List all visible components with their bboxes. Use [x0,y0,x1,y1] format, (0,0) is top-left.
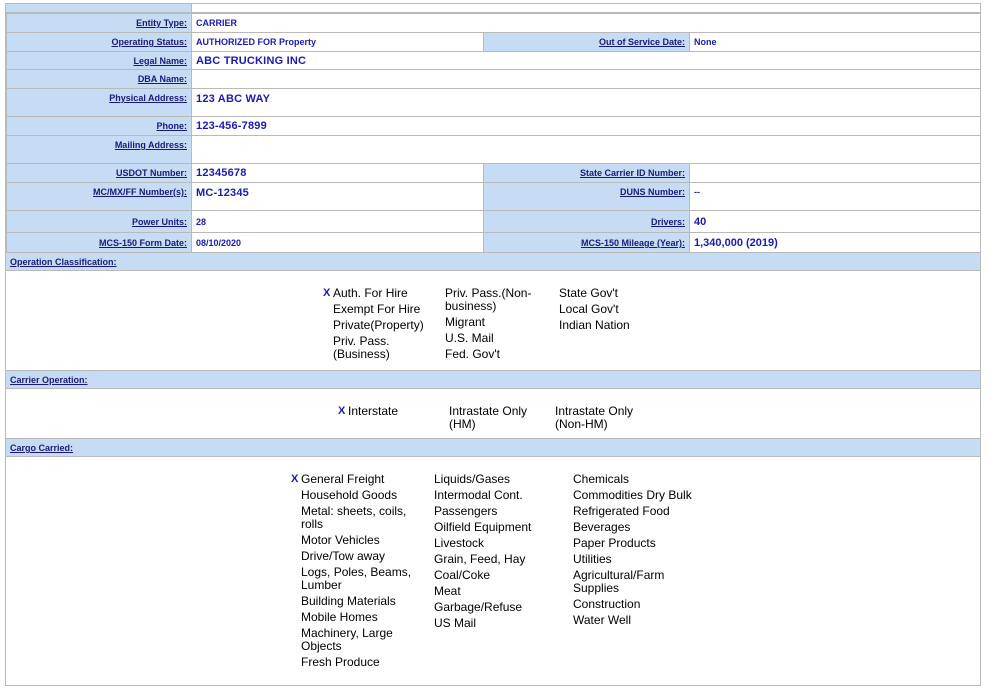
operation-classification-item-label: State Gov't [559,286,618,300]
phone-value: 123-456-7899 [192,117,981,136]
cargo-carried-item-label: Building Materials [301,594,396,608]
cargo-carried-item [301,534,421,547]
cargo-carried-item [434,569,548,582]
mcs150-date-value: 08/10/2020 [192,233,484,254]
dba-name-label[interactable]: DBA Name: [7,70,192,89]
cargo-carried-item [434,537,548,550]
operation-classification-column [445,287,543,364]
legal-name-label[interactable]: Legal Name: [7,52,192,70]
power-units-value: 28 [192,211,484,233]
power-units-label[interactable]: Power Units: [7,211,192,233]
cargo-carried-item-label: Utilities [573,552,612,566]
operation-classification-header[interactable]: Operation Classification: [6,252,980,271]
carrier-operation-item [449,405,535,431]
cargo-carried-item [573,598,705,611]
cargo-carried-item-label: Liquids/Gases [434,472,511,486]
operation-classification-item-label: Auth. For Hire [333,286,408,300]
carrier-operation-column [555,405,645,434]
legal-name-value: ABC TRUCKING INC [192,52,981,70]
carrier-operation-item-label: Interstate [348,404,399,418]
carrier-operation-list [338,404,668,437]
operating-status-value: AUTHORIZED FOR Property [192,33,484,52]
cargo-carried-list [291,472,721,681]
cargo-carried-item [434,617,548,630]
drivers-value: 40 [690,211,981,233]
cargo-carried-item-label: Coal/Coke [434,568,491,582]
cargo-carried-item-label: Machinery, Large Objects [301,626,393,653]
usdot-value: 12345678 [192,164,484,183]
cargo-carried-item-label: Agricultural/Farm Supplies [573,568,665,595]
cargo-carried-item-label: Construction [573,597,641,611]
cargo-carried-item-label: General Freight [301,472,385,486]
operation-classification-item-label: Private(Property) [333,318,424,332]
dba-name-value [192,70,981,89]
cargo-carried-item [434,553,548,566]
carrier-operation-item-label: Intrastate Only (HM) [449,404,528,431]
cargo-carried-item-label: Beverages [573,520,631,534]
cargo-carried-item [573,569,705,595]
physical-address-value: 123 ABC WAY [192,89,981,117]
cargo-carried-item-label: Drive/Tow away [301,549,386,563]
carrier-operation-item [338,404,438,418]
cargo-carried-item-label: Fresh Produce [301,655,380,669]
mcs150-mileage-label[interactable]: MCS-150 Mileage (Year): [484,233,690,254]
operation-classification-item [333,335,433,361]
cargo-carried-item-label: US Mail [434,616,477,630]
cargo-carried-header[interactable]: Cargo Carried: [6,438,980,457]
cargo-carried-item-label: Mobile Homes [301,610,378,624]
cargo-carried-item-label: Intermodal Cont. [434,488,523,502]
operation-classification-item-label: Local Gov't [559,302,619,316]
physical-address-label[interactable]: Physical Address: [7,89,192,117]
cargo-carried-column [291,472,421,672]
entity-type-label[interactable]: Entity Type: [7,14,192,33]
cargo-carried-item [291,472,421,486]
cargo-carried-item [573,489,705,502]
duns-value: -- [690,183,981,211]
cargo-carried-item [434,505,548,518]
operation-classification-item [333,303,433,316]
cargo-carried-item-label: Passengers [434,504,498,518]
cargo-carried-item-label: Paper Products [573,536,656,550]
cargo-carried-item [434,585,548,598]
cargo-carried-item [301,656,421,669]
cargo-carried-item-label: Oilfield Equipment [434,520,532,534]
state-carrier-value [690,164,981,183]
operation-classification-item [333,319,433,332]
cargo-carried-item-label: Meat [434,584,461,598]
cargo-carried-item-label: Grain, Feed, Hay [434,552,526,566]
operation-classification-item-label: Migrant [445,315,486,329]
drivers-label[interactable]: Drivers: [484,211,690,233]
mailing-address-value [192,136,981,164]
cargo-carried-item [301,595,421,608]
cargo-carried-item [301,505,421,531]
cargo-carried-item-label: Chemicals [573,472,630,486]
cargo-carried-item-label: Livestock [434,536,485,550]
mailing-address-label[interactable]: Mailing Address: [7,136,192,164]
operation-classification-item-label: Priv. Pass.(Non-business) [445,286,532,313]
operating-status-label[interactable]: Operating Status: [7,33,192,52]
cargo-carried-item-label: Garbage/Refuse [434,600,523,614]
checked-mark-icon: X [338,405,346,417]
carrier-operation-item [555,405,645,431]
operation-classification-item-label: Indian Nation [559,318,630,332]
cargo-carried-column [434,473,548,633]
cargo-carried-item [573,505,705,518]
operation-classification-item [559,287,631,300]
cargo-carried-item-label: Metal: sheets, coils, rolls [301,504,407,531]
carrier-operation-column [338,404,438,421]
carrier-operation-column [449,405,535,434]
operation-classification-item [559,303,631,316]
cargo-carried-item [301,627,421,653]
operation-classification-item-label: Exempt For Hire [333,302,421,316]
cargo-carried-item [301,566,421,592]
mc-number-label[interactable]: MC/MX/FF Number(s): [7,183,192,211]
cargo-carried-item-label: Motor Vehicles [301,533,380,547]
operation-classification-column [323,286,433,364]
cargo-carried-item [434,489,548,502]
mc-number-value: MC-12345 [192,183,484,211]
company-snapshot-frame [5,3,981,686]
carrier-operation-item-label: Intrastate Only (Non-HM) [555,404,634,431]
cargo-carried-item-label: Commodities Dry Bulk [573,488,692,502]
phone-label[interactable]: Phone: [7,117,192,136]
operation-classification-column [559,287,631,335]
snapshot-table [6,13,981,254]
cargo-carried-item [301,550,421,563]
cargo-carried-item [434,521,548,534]
operation-classification-item [445,316,543,329]
operation-classification-item-label: Fed. Gov't [445,347,500,361]
operation-classification-item-label: U.S. Mail [445,331,494,345]
checked-mark-icon: X [323,287,331,299]
operation-classification-list [323,286,633,367]
cargo-carried-item [434,601,548,614]
operation-classification-item [445,348,543,361]
cargo-carried-item [573,521,705,534]
cargo-carried-item [434,473,548,486]
out-of-service-value: None [690,33,981,52]
duns-label[interactable]: DUNS Number: [484,183,690,211]
cargo-carried-item [573,473,705,486]
operation-classification-item [323,286,433,300]
top-strip [6,4,980,13]
cargo-carried-item-label: Household Goods [301,488,398,502]
cargo-carried-item-label: Logs, Poles, Beams, Lumber [301,565,412,592]
cargo-carried-item [573,614,705,627]
cargo-carried-item [573,537,705,550]
out-of-service-label[interactable]: Out of Service Date: [484,33,690,52]
carrier-operation-header[interactable]: Carrier Operation: [6,370,980,389]
mcs150-mileage-value: 1,340,000 (2019) [690,233,981,254]
cargo-carried-item [573,553,705,566]
cargo-carried-item-label: Refrigerated Food [573,504,670,518]
entity-type-value: CARRIER [192,14,981,33]
cargo-carried-item [301,611,421,624]
cargo-carried-item-label: Water Well [573,613,632,627]
operation-classification-item [445,332,543,345]
checked-mark-icon: X [291,473,299,485]
operation-classification-item [445,287,543,313]
state-carrier-label[interactable]: State Carrier ID Number: [484,164,690,183]
cargo-carried-item [301,489,421,502]
mcs150-date-label[interactable]: MCS-150 Form Date: [7,233,192,254]
cargo-carried-column [573,473,705,630]
operation-classification-item [559,319,631,332]
usdot-label[interactable]: USDOT Number: [7,164,192,183]
operation-classification-item-label: Priv. Pass. (Business) [333,334,390,361]
